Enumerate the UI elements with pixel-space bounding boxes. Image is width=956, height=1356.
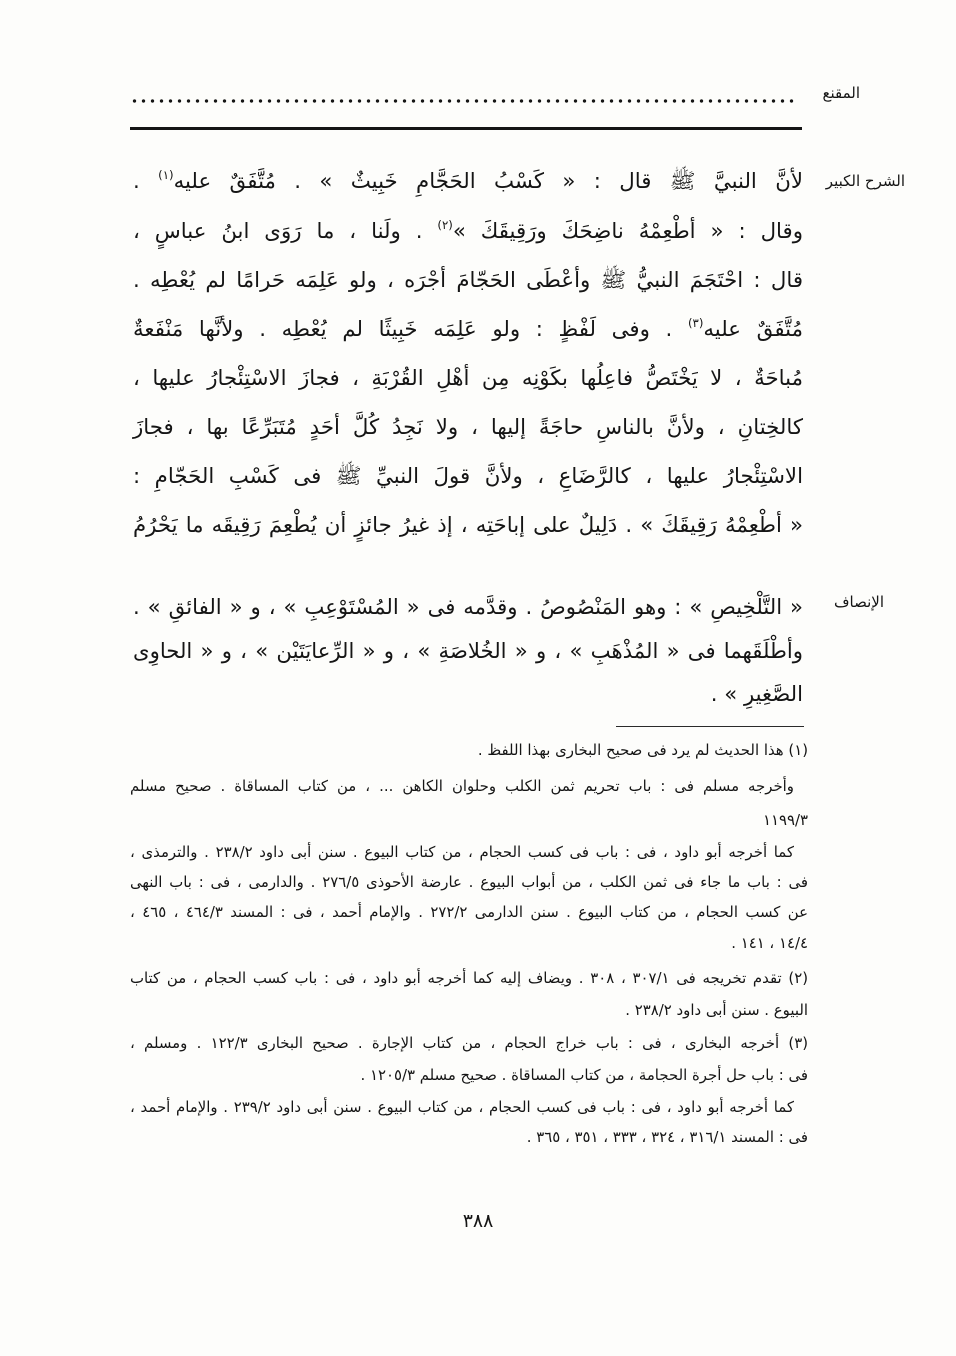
margin-label-insaf: الإنصاف: [833, 593, 884, 611]
line-text: (٢) تقدم تخريجه فى ٣٠٧/١ ، ٣٠٨ . ويضاف إليه كما أخرجه أبو داود ، فى : باب كسب الحجام ، من كتاب: [130, 969, 808, 987]
margin-label-sharh-kabir: الشرح الكبير: [825, 172, 905, 190]
line-text: [133, 219, 803, 244]
footnote-line: [130, 1122, 808, 1152]
line-text-part: .: [133, 169, 159, 194]
line-text: كما أخرجه أبو داود ، فى : باب فى كسب الحجام ، من كتاب البيوع . سنن أبى داود ٢٣٨/٢ . والترمذى ،: [130, 843, 794, 861]
line-text: فى : المسند ٣١٦/١ ، ٣٢٤ ، ٣٣٣ ، ٣٥١ ، ٣٦٥ .: [526, 1128, 808, 1146]
main-text-line: [133, 257, 803, 305]
line-text: عن كسب الحجام ، من كتاب البيوع . سنن الدارمى ٢٧٢/٢ . والإمام أحمد ، فى : المسند ٤٦٤/٣ ، ٤٦٥ ،: [130, 903, 808, 921]
line-text-part: لأنَّ النبيَّ ﷺ قال : « كَسْبُ الحَجَّامِ خَبِيثٌ » . مُتَّفَقٌ عليه: [173, 169, 803, 194]
line-text-part: وقال : « أطْعِمْهُ ناضِحَكَ ورَقِيقَكَ »: [452, 219, 803, 244]
page-number: ٣٨٨: [462, 1210, 494, 1232]
footnote-ref: (٣): [687, 316, 704, 331]
footnote-line: [130, 928, 808, 958]
line-text: كما أخرجه أبو داود ، فى : باب فى كسب الحجام ، من كتاب البيوع . سنن أبى داود ٢٣٩/٢ . والإمام أحمد ،: [130, 1098, 794, 1116]
line-text: الاسْتِئْجارُ عليها ، كالرَّضَاعِ ، ولأنَّ قولَ النبيِّ ﷺ فى كَسْبِ الحَجّامِ :: [133, 464, 803, 489]
line-text: البيوع . سنن أبى داود ٢٣٨/٢ .: [625, 1001, 808, 1019]
footnote-line: [130, 805, 808, 835]
footnote-line: [130, 867, 808, 897]
line-text: فى : باب حل أجرة الحجامة ، من كتاب المساقاة . صحيح مسلم ١٢٠٥/٣ .: [360, 1066, 808, 1084]
main-text-line: [133, 306, 803, 354]
line-text: [133, 169, 803, 194]
footnote-line: [130, 963, 808, 993]
main-text-line: [133, 355, 803, 403]
footnote-line: [130, 1092, 808, 1122]
footnote-line: [130, 771, 808, 801]
line-text: « أطْعِمْهُ رَقِيقَكَ » . دَلِيلٌ على إباحَتِه ، إذ غيرُ جائزٍ أن يُطْعِمَ رَقِيقَه ما يَحْرُمُ: [133, 513, 803, 538]
line-text: ١١٩٩/٣: [762, 811, 808, 829]
footnote-line: [130, 995, 808, 1025]
footnote-separator: [616, 726, 804, 727]
line-text: [133, 317, 803, 342]
main-text-line: [133, 502, 803, 550]
line-text: (٣) أخرجه البخارى ، فى : باب خراج الحجام ، من كتاب الإجارة . صحيح البخارى ١٢٢/٣ . ومسلم ،: [130, 1034, 809, 1052]
line-text: كالخِتانِ ، ولأنَّ بالناسِ حاجَةً إليها ، ولا نَجِدُ كُلَّ أحَدٍ مُتَبَرِّعًا بها ، فجازَ: [133, 415, 803, 440]
line-text: مُباحَةٌ ، لا يَخْتَصُّ فاعِلُها بكَوْنِه مِن أهْلِ القُرْبَةِ ، فجازَ الاسْتِئْجارُ عليها ،: [133, 366, 803, 391]
footnote-line: [130, 735, 808, 765]
line-text: فى : باب ما جاء فى ثمن الكلب ، من أبواب البيوع . عارضة الأحوذى ٢٧٦/٥ . والدارمى ، فى : باب النهى: [130, 873, 808, 891]
line-text: وأطْلَقَهما فى « المُذْهَبِ » ، و « الخُلاصَةِ » ، و « الرِّعايَتَيْن » ، و « الحاوِى: [133, 638, 803, 663]
running-head: المقنع: [822, 84, 860, 102]
footnote-line: [130, 1060, 808, 1090]
line-text: وأخرجه مسلم فى : باب تحريم ثمن الكلب وحلوان الكاهن ... ، من كتاب المساقاة . صحيح مسلم: [130, 777, 794, 795]
line-text: ١٤/٤ ، ١٤١ .: [731, 934, 808, 952]
footnote-line: [130, 837, 808, 867]
leader-dots: [130, 98, 794, 104]
header-rule: [130, 127, 802, 130]
line-text: الصَّغِيرِ » .: [710, 681, 803, 706]
footnote-ref: (٢): [437, 218, 453, 233]
line-text: « التَّلْخِيصِ » : وهو المَنْصُوصُ . وقدَّمه فى « المُسْتَوْعِبِ » ، و « الفائقِ » .: [133, 594, 803, 619]
line-text: قال : احْتَجَمَ النبيُّ ﷺ وأعْطَى الحَجّامَ أجْرَه ، ولو عَلِمَه حَرامًا لم يُعْطِه .: [133, 268, 803, 293]
main-text-line: [133, 404, 803, 452]
line-text-part: . وفى لَفْظٍ : ولو عَلِمَه خَبِيثًا لم يُعْطِه . ولأنَّها مَنْفَعةٌ: [133, 317, 688, 342]
insaf-text-line: [133, 586, 803, 628]
insaf-text-line: [133, 630, 803, 672]
main-text-line: [133, 208, 803, 256]
footnote-line: [130, 897, 808, 927]
insaf-text-line: [133, 673, 803, 715]
main-text-line: [133, 453, 803, 501]
line-text: (١) هذا الحديث لم يرد فى صحيح البخارى بهذا اللفظ .: [477, 741, 808, 759]
line-text-part: . ولَنا ، ما رَوَى ابنُ عباسٍ ،: [133, 219, 438, 244]
line-text-part: مُتَّفَقٌ عليه: [703, 317, 803, 342]
footnote-ref: (١): [158, 168, 174, 183]
main-text-line: [133, 158, 803, 206]
footnote-line: [130, 1028, 808, 1058]
